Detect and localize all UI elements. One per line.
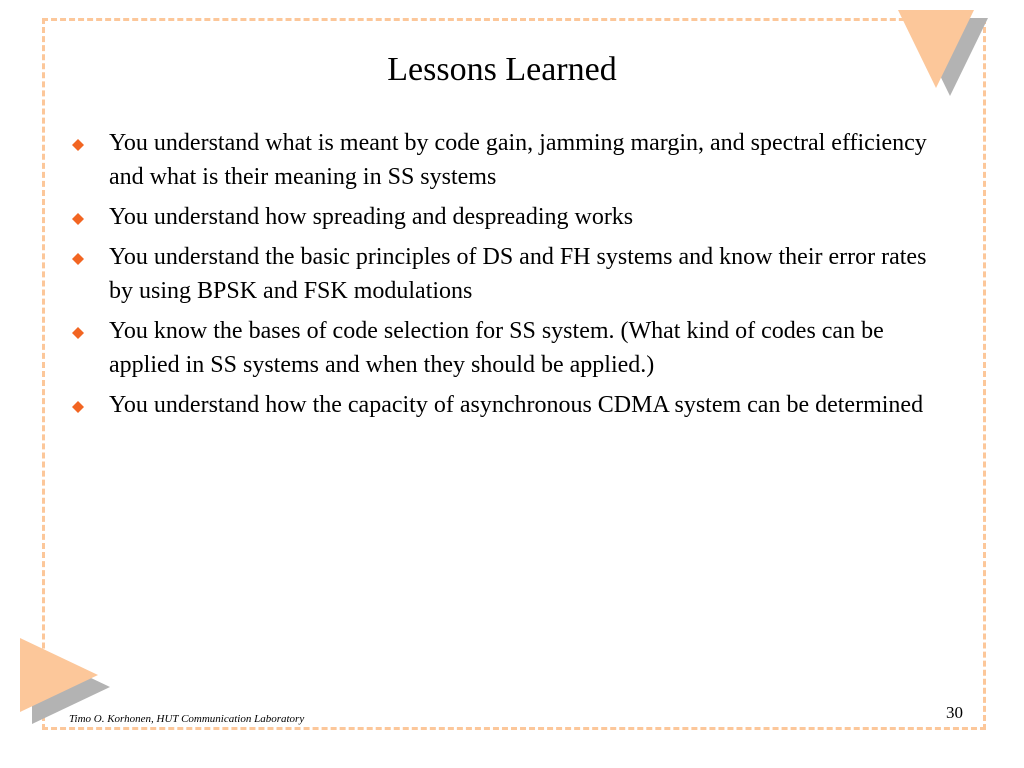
bullet-text: You understand how the capacity of asynchronous CDMA system can be determined [109, 392, 924, 418]
page-number: 30 [946, 703, 963, 722]
bullet-item [70, 388, 930, 422]
bullet-item [70, 240, 930, 308]
footer-author: Timo O. Korhonen, HUT Communication Laboratory [69, 713, 305, 725]
bullet-list [70, 126, 930, 428]
bullet-item [70, 126, 930, 194]
diamond-bullet-icon [72, 213, 84, 225]
bullet-text: You understand what is meant by code gain, jamming margin, and spectral efficiency and what is their meaning in SS systems [109, 130, 927, 190]
bullet-text: You understand the basic principles of DS and FH systems and know their error rates by using BPSK and FSK modulations [109, 244, 927, 304]
diamond-bullet-icon [72, 139, 84, 151]
diamond-bullet-icon [72, 401, 84, 413]
bullet-text: You understand how spreading and despreading works [109, 204, 634, 230]
bullet-item [70, 314, 930, 382]
bullet-item [70, 200, 930, 234]
bullet-text: You know the bases of code selection for SS system. (What kind of codes can be applied in SS systems and when they should be applied.) [109, 318, 884, 378]
slide-title: Lessons Learned [387, 51, 617, 88]
diamond-bullet-icon [72, 327, 84, 339]
diamond-bullet-icon [72, 253, 84, 265]
